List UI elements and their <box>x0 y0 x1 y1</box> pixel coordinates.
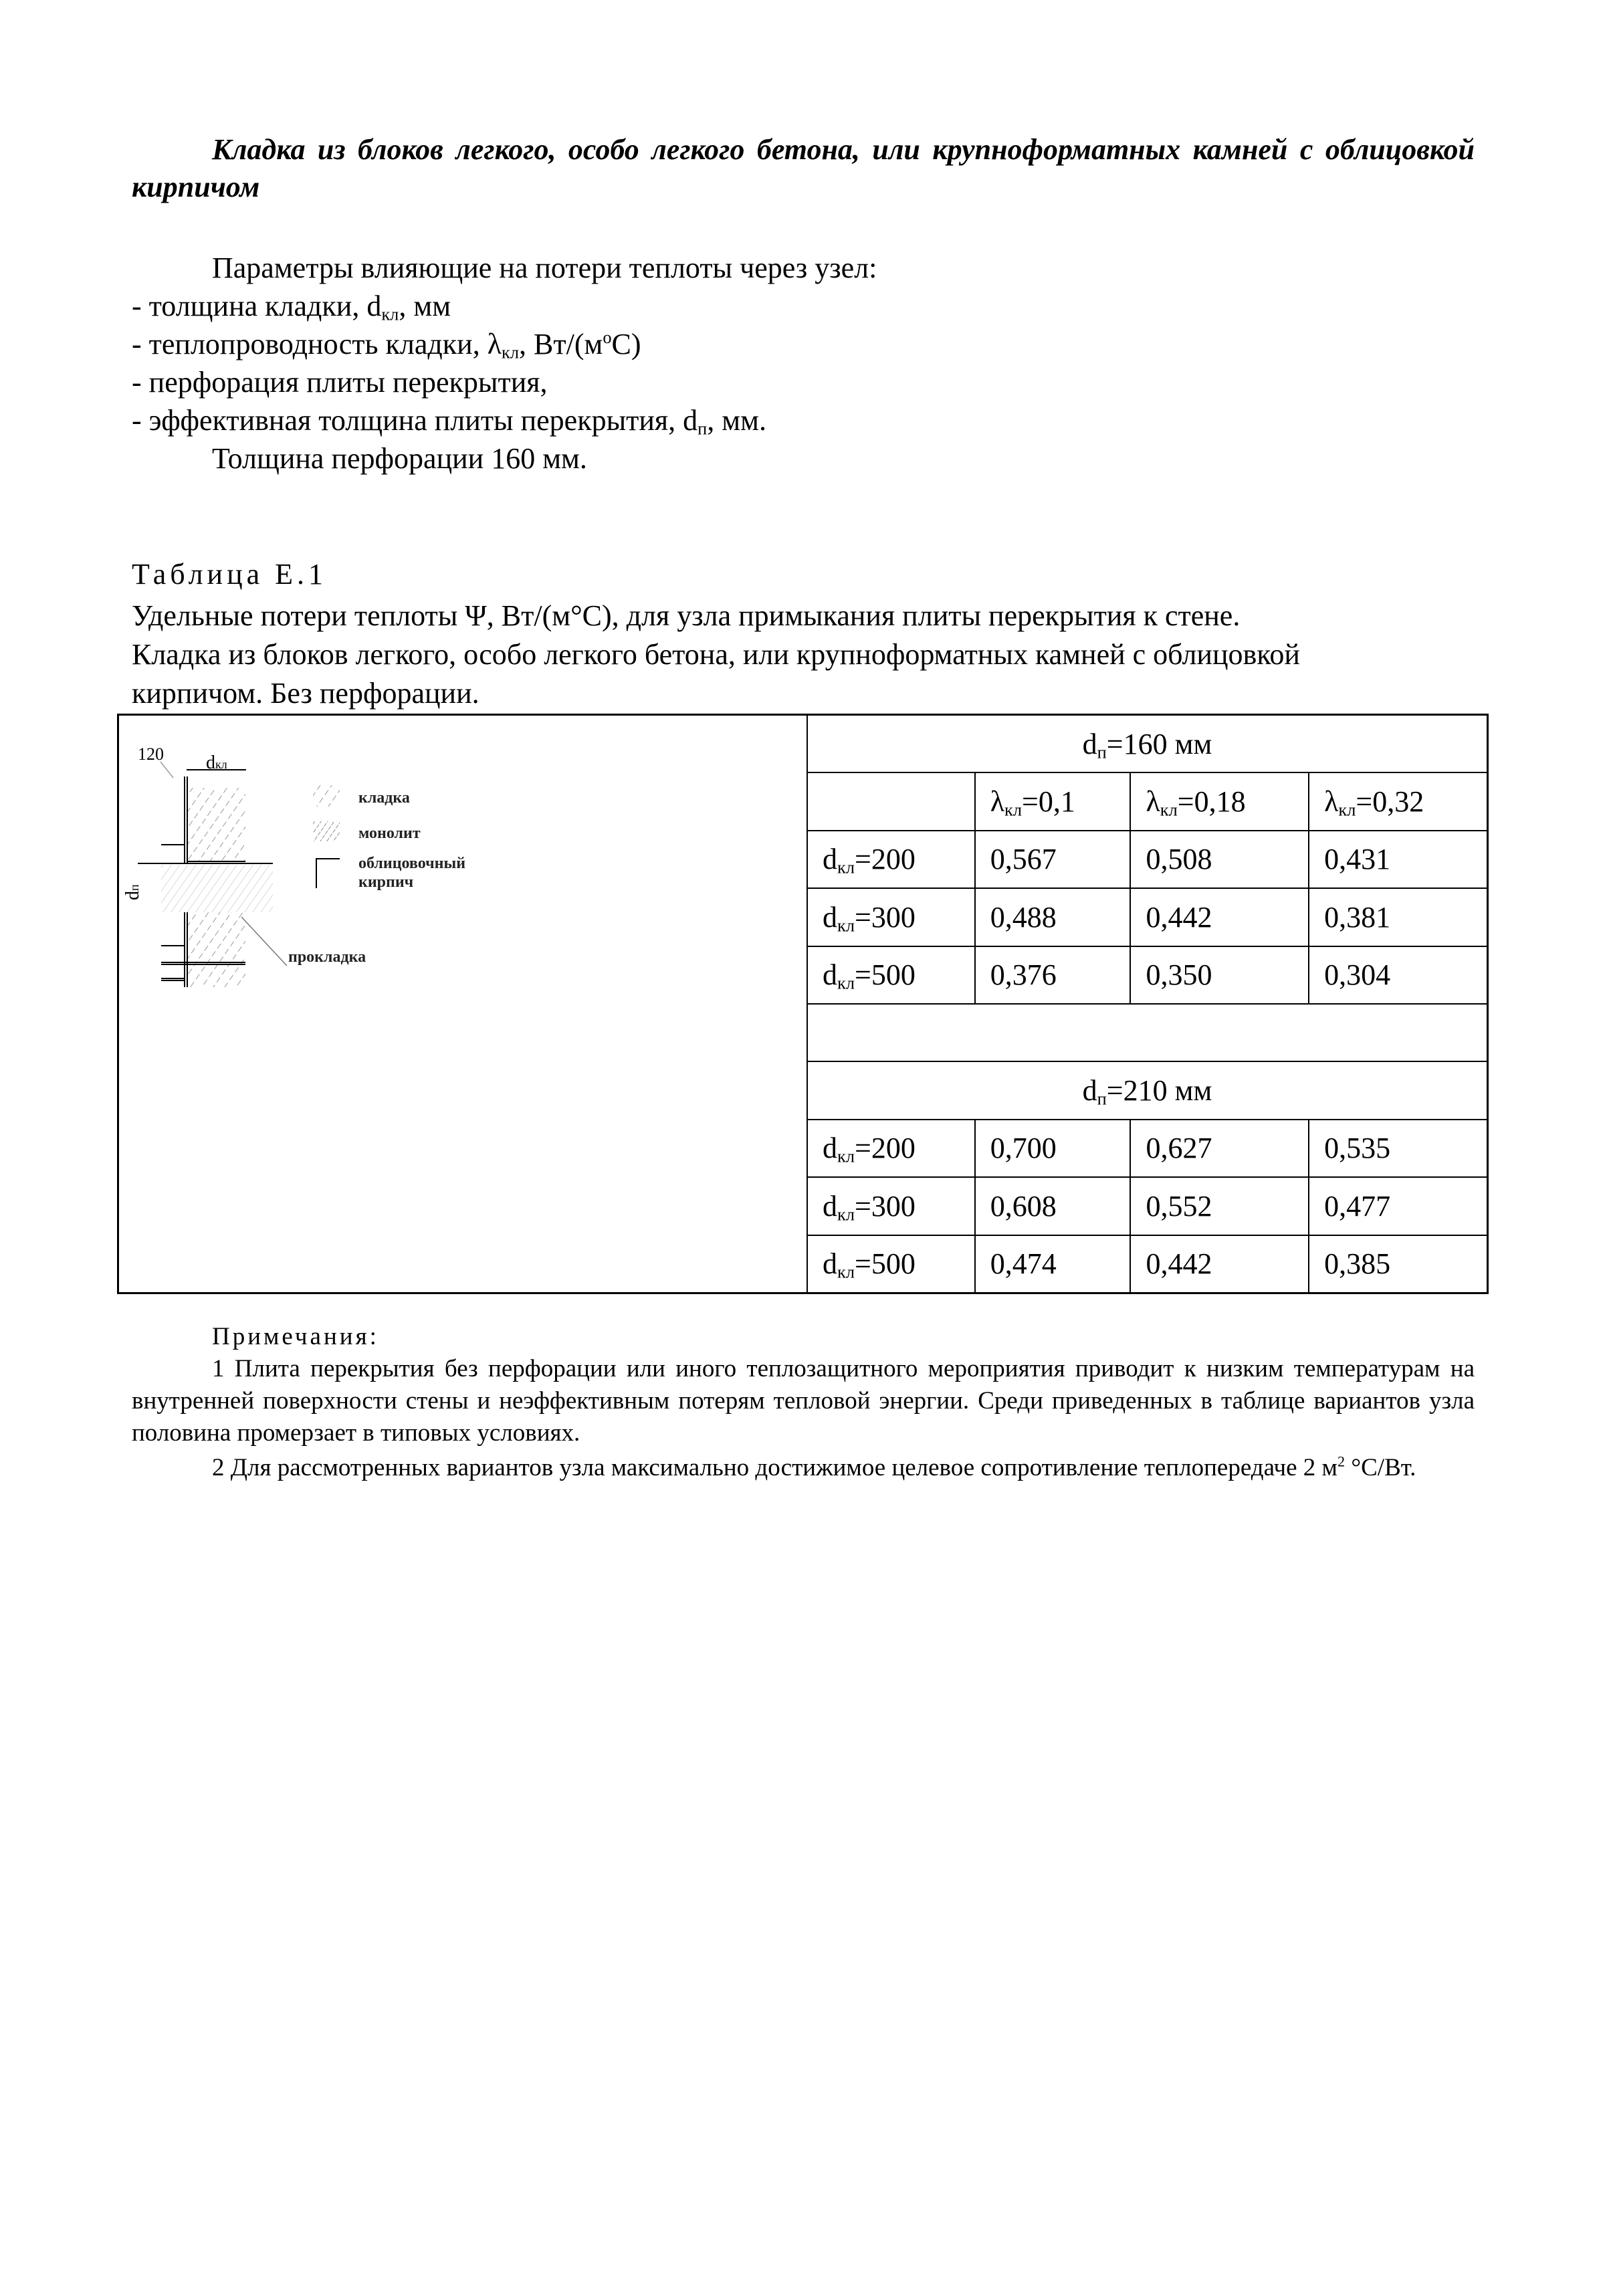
value-cell: 0,385 <box>1309 1235 1487 1293</box>
leader-gasket <box>241 917 287 966</box>
row-header: $d_{кл}=500$ <box>807 946 975 1004</box>
group-header-210: $d_п=210$ мм <box>807 1061 1488 1119</box>
value-cell: 0,442 <box>1130 1235 1309 1293</box>
note-2: 2 Для рассмотренных вариантов узла максимально достижимое целевое сопротивление теплопередаче 2 $м^2$ °С/Вт. <box>212 1453 1416 1481</box>
gasket-label: прокладка <box>288 948 366 966</box>
value-cell: 0,552 <box>1130 1177 1309 1235</box>
value-cell: 0,431 <box>1309 831 1487 888</box>
table-caption-line: кирпичом. Без перфорации. <box>132 677 479 710</box>
notes-heading: Примечания: <box>212 1323 379 1350</box>
value-cell: 0,376 <box>975 946 1131 1004</box>
value-cell: 0,535 <box>1309 1120 1487 1177</box>
lambda-header: $\lambda_{кл}=0,32$ <box>1309 772 1487 830</box>
value-cell: 0,474 <box>975 1235 1131 1293</box>
value-cell: 0,442 <box>1130 888 1309 946</box>
section-title-text: Кладка из блоков легкого, особо легкого бетона, или крупноформатных камней с облицовкой кирпичом <box>132 133 1475 203</box>
junction-diagram <box>119 716 807 1292</box>
legend-masonry: кладка <box>358 789 410 807</box>
value-cell: 0,608 <box>975 1177 1131 1235</box>
leader-120 <box>160 762 173 778</box>
empty-separator-row <box>807 1004 1488 1061</box>
dim-dkl: dкл <box>206 752 227 773</box>
group-header-160: $d_п=160$ мм <box>807 715 1488 773</box>
row-header: $d_{кл}=500$ <box>807 1235 975 1293</box>
legend-monolith: монолит <box>358 825 421 842</box>
table-caption-line: Кладка из блоков легкого, особо легкого бетона, или крупноформатных камней с облицовкой <box>132 638 1300 671</box>
lambda-header: $\lambda_{кл}=0,18$ <box>1130 772 1309 830</box>
section-title <box>132 131 1475 206</box>
lambda-header: $\lambda_{кл}=0,1$ <box>975 772 1131 830</box>
params-intro: Параметры влияющие на потери теплоты через узел: <box>212 251 877 284</box>
param-slab-thickness: - эффективная толщина плиты перекрытия, $d_п$, мм. <box>132 404 766 439</box>
param-perforation: - перфорация плиты перекрытия, <box>132 366 548 399</box>
junction-diagram-cell <box>118 715 808 1293</box>
row-header: $d_{кл}=300$ <box>807 888 975 946</box>
masonry-lower <box>187 912 245 987</box>
value-cell: 0,567 <box>975 831 1131 888</box>
legend-masonry-swatch <box>313 785 340 807</box>
legend-facing: облицовочный <box>358 855 466 872</box>
value-cell: 0,381 <box>1309 888 1487 946</box>
table-label: Таблица Е.1 <box>132 558 328 591</box>
value-cell: 0,700 <box>975 1120 1131 1177</box>
note-1: 1 Плита перекрытия без перфорации или иного теплозащитного мероприятия приводит к низким температурам на внутренней поверхности стены и неэффективным потерям тепловой энергии. Среди приведенных в таблице вариантов узла половина промерзает в типовых условиях. <box>132 1355 1475 1447</box>
value-cell: 0,488 <box>975 888 1131 946</box>
dim-120: 120 <box>138 744 164 764</box>
legend-monolith-swatch <box>313 821 340 841</box>
legend-brick: кирпич <box>358 873 414 891</box>
table-caption-line: Удельные потери теплоты Ψ, Вт/(м°С), для узла примыкания плиты перекрытия к стене. <box>132 599 1241 632</box>
perforation-thickness: Толщина перфорации 160 мм. <box>212 442 587 475</box>
param-thickness: - толщина кладки, $d_{кл}$, мм <box>132 290 451 324</box>
legend-brick-symbol <box>316 859 340 888</box>
param-conductivity: - теплопроводность кладки, $\lambda_{кл}$, $Вт/(м^oС)$ <box>132 327 641 362</box>
slab <box>161 865 273 912</box>
heat-loss-table <box>117 714 1489 1294</box>
corner-cell <box>807 772 975 830</box>
value-cell: 0,627 <box>1130 1120 1309 1177</box>
value-cell: 0,304 <box>1309 946 1487 1004</box>
dim-dp: dп <box>122 884 143 900</box>
value-cell: 0,477 <box>1309 1177 1487 1235</box>
value-cell: 0,508 <box>1130 831 1309 888</box>
value-cell: 0,350 <box>1130 946 1309 1004</box>
row-header: $d_{кл}=200$ <box>807 831 975 888</box>
row-header: $d_{кл}=300$ <box>807 1177 975 1235</box>
row-header: $d_{кл}=200$ <box>807 1120 975 1177</box>
masonry-upper <box>187 788 245 861</box>
